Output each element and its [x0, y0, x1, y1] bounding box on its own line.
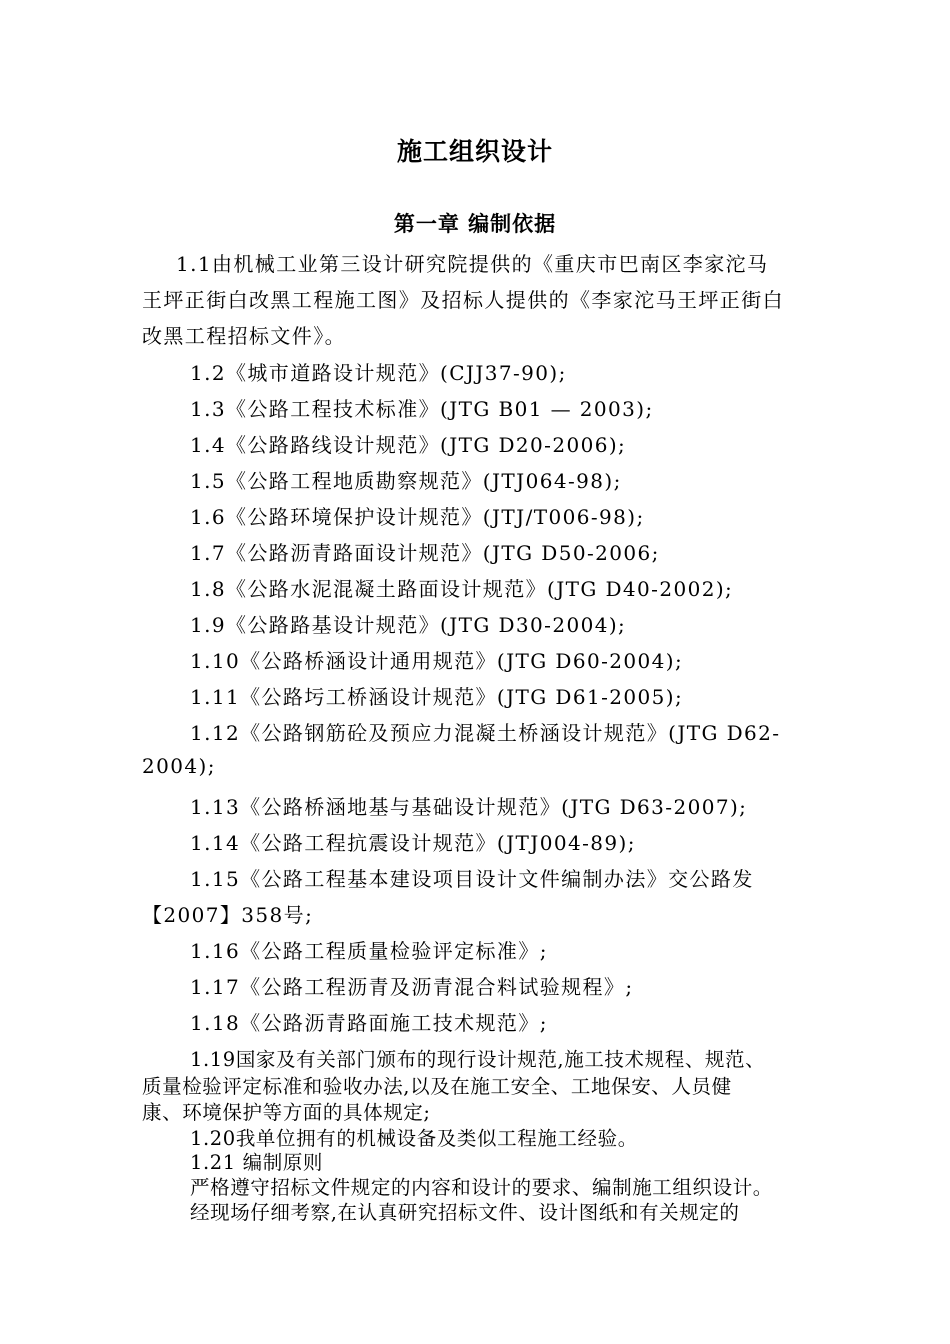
paragraph-line: 1.2《城市道路设计规范》(CJJ37-90);: [190, 361, 567, 385]
paragraph-line: 1.8《公路水泥混凝土路面设计规范》(JTG D40-2002);: [190, 577, 734, 601]
paragraph-line: 1.4《公路路线设计规范》(JTG D20-2006);: [190, 433, 627, 457]
paragraph-line: 1.12《公路钢筋砼及预应力混凝土桥涵设计规范》(JTG D62-: [190, 721, 781, 745]
paragraph-line: 1.21 编制原则: [190, 1151, 324, 1174]
paragraph-line: 1.14《公路工程抗震设计规范》(JTJ004-89);: [190, 831, 636, 855]
paragraph-line: 1.19国家及有关部门颁布的现行设计规范,施工技术规程、规范、: [190, 1048, 766, 1071]
paragraph-line: 1.5《公路工程地质勘察规范》(JTJ064-98);: [190, 469, 622, 493]
paragraph-line: 1.7《公路沥青路面设计规范》(JTG D50-2006;: [190, 541, 660, 565]
chapter-heading: 第一章 编制依据: [393, 211, 557, 236]
paragraph-line: 质量检验评定标准和验收办法,以及在施工安全、工地保安、人员健: [142, 1075, 732, 1098]
paragraph-line: 严格遵守招标文件规定的内容和设计的要求、编制施工组织设计。: [190, 1176, 773, 1199]
paragraph-line: 1.6《公路环境保护设计规范》(JTJ/T006-98);: [190, 505, 645, 529]
paragraph-line: 1.1由机械工业第三设计研究院提供的《重庆市巴南区李家沱马: [176, 252, 769, 276]
paragraph-line: 1.11《公路圬工桥涵设计规范》(JTG D61-2005);: [190, 685, 684, 709]
paragraph-line: 1.13《公路桥涵地基与基础设计规范》(JTG D63-2007);: [190, 795, 748, 819]
paragraph-line: 改黑工程招标文件》。: [142, 324, 346, 348]
paragraph-line: 1.17《公路工程沥青及沥青混合料试验规程》;: [190, 975, 634, 999]
paragraph-line: 1.3《公路工程技术标准》(JTG B01 — 2003);: [190, 397, 654, 421]
paragraph-line: 1.20我单位拥有的机械设备及类似工程施工经验。: [190, 1127, 638, 1150]
document-title: 施工组织设计: [396, 137, 553, 166]
paragraph-line: 1.18《公路沥青路面施工技术规范》;: [190, 1011, 548, 1035]
paragraph-line: 1.9《公路路基设计规范》(JTG D30-2004);: [190, 613, 627, 637]
paragraph-line: 王坪正街白改黑工程施工图》及招标人提供的《李家沱马王坪正街白: [142, 288, 784, 312]
paragraph-line: 1.15《公路工程基本建设项目设计文件编制办法》交公路发: [190, 867, 754, 891]
paragraph-line: 1.16《公路工程质量检验评定标准》;: [190, 939, 548, 963]
paragraph-line: 【2007】358号;: [142, 903, 314, 927]
paragraph-line: 经现场仔细考察,在认真研究招标文件、设计图纸和有关规定的: [190, 1201, 740, 1224]
paragraph-line: 2004);: [142, 754, 216, 778]
paragraph-line: 康、环境保护等方面的具体规定;: [142, 1101, 431, 1124]
paragraph-line: 1.10《公路桥涵设计通用规范》(JTG D60-2004);: [190, 649, 684, 673]
